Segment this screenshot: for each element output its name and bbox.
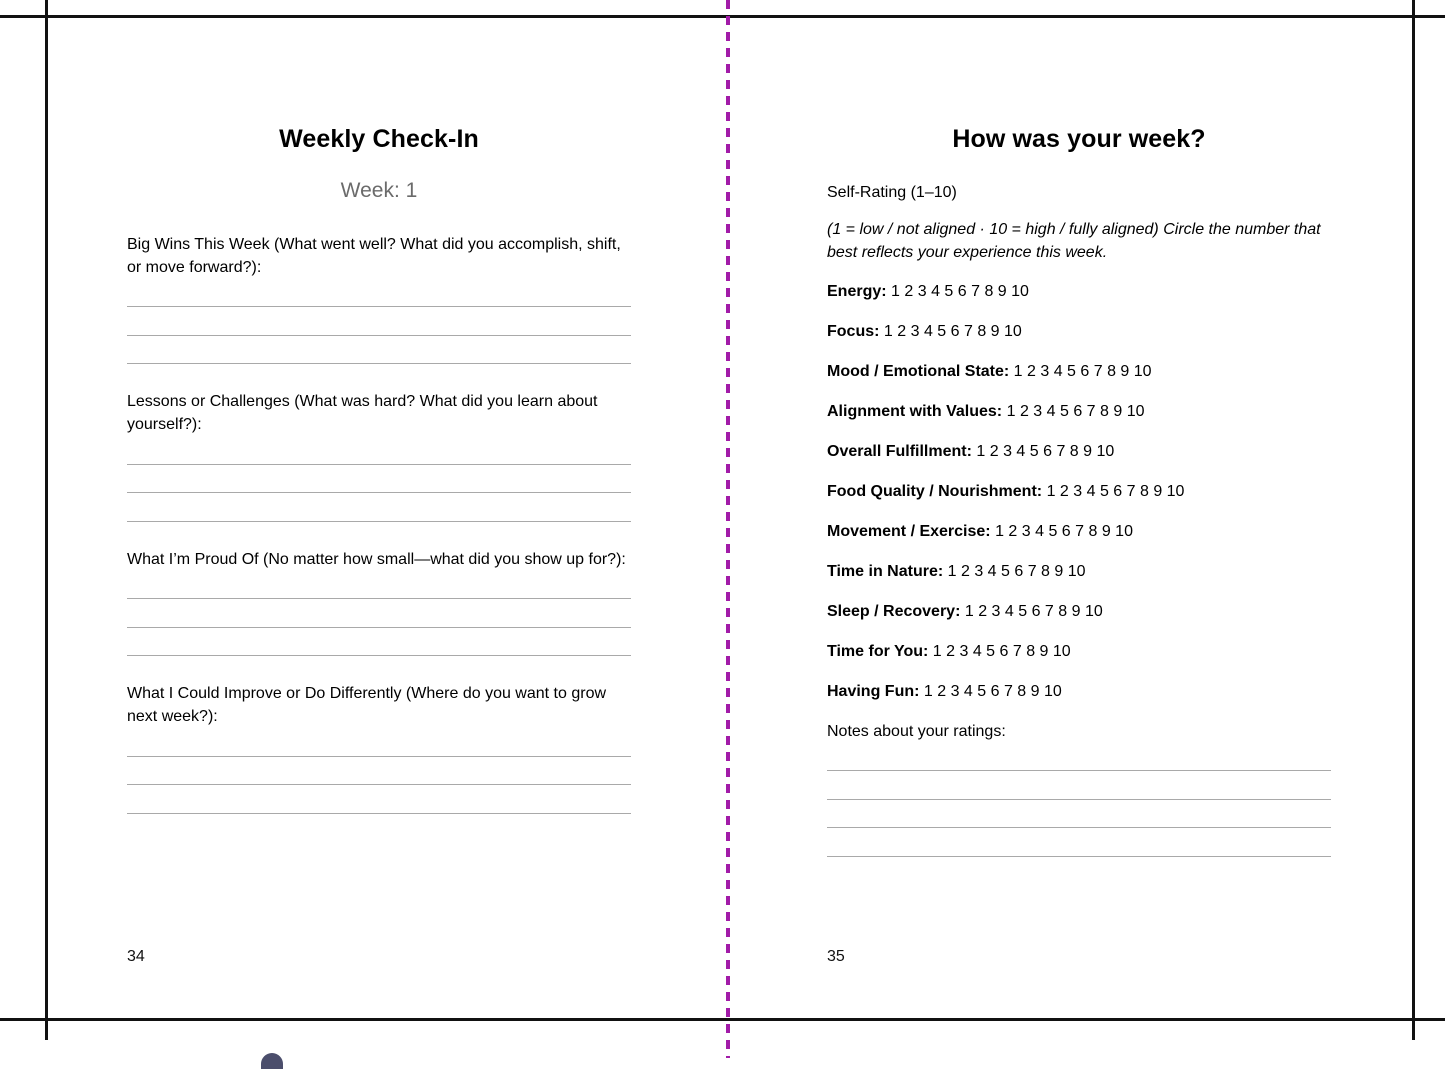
rating-row-focus[interactable] xyxy=(827,320,1331,343)
spacer xyxy=(827,204,1331,218)
rating-row-time-in-nature[interactable] xyxy=(827,560,1331,583)
writing-line[interactable] xyxy=(827,856,1331,857)
writing-line[interactable] xyxy=(127,306,631,307)
prompt-big-wins: Big Wins This Week (What went well? What did you accomplish, shift, or move forward?): xyxy=(127,235,621,276)
rating-label: Having Fun: xyxy=(827,682,920,700)
rating-scale[interactable]: 1 2 3 4 5 6 7 8 9 10 xyxy=(883,322,1022,340)
writing-line[interactable] xyxy=(127,464,631,465)
writing-line[interactable] xyxy=(827,770,1331,771)
rating-row-alignment-with-values[interactable] xyxy=(827,400,1331,423)
spacer xyxy=(827,303,1331,320)
bottom-edge-chrome-nub[interactable] xyxy=(261,1053,283,1069)
rating-row-time-for-you[interactable] xyxy=(827,640,1331,663)
rating-label: Time in Nature: xyxy=(827,562,944,580)
writing-lines-big-wins[interactable] xyxy=(127,306,631,364)
writing-line[interactable] xyxy=(827,827,1331,828)
page-title-right: How was your week? xyxy=(952,125,1206,153)
writing-line[interactable] xyxy=(127,598,631,599)
writing-lines-could-improve[interactable] xyxy=(127,756,631,814)
spacer xyxy=(827,503,1331,520)
rating-scale[interactable]: 1 2 3 4 5 6 7 8 9 10 xyxy=(932,642,1071,660)
prompt-lessons-challenges: Lessons or Challenges (What was hard? What did you learn about yourself?): xyxy=(127,393,598,434)
spacer xyxy=(827,383,1331,400)
writing-line[interactable] xyxy=(827,799,1331,800)
spread-border-bottom xyxy=(0,1018,1445,1021)
spacer xyxy=(827,154,1331,181)
rating-row-energy[interactable] xyxy=(827,280,1331,303)
rating-label: Overall Fulfillment: xyxy=(827,442,972,460)
rating-label: Mood / Emotional State: xyxy=(827,362,1010,380)
rating-list xyxy=(827,280,1331,703)
spacer xyxy=(127,364,631,390)
rating-label: Energy: xyxy=(827,282,887,300)
writing-line[interactable] xyxy=(127,756,631,757)
writing-line[interactable] xyxy=(127,784,631,785)
rating-row-having-fun[interactable] xyxy=(827,680,1331,703)
prompt-could-improve: What I Could Improve or Do Differently (Where do you want to grow next week?): xyxy=(127,685,607,726)
rating-scale[interactable]: 1 2 3 4 5 6 7 8 9 10 xyxy=(947,562,1086,580)
left-page xyxy=(48,18,688,1018)
spacer xyxy=(127,656,631,682)
spacer xyxy=(127,203,631,233)
rating-instructions: (1 = low / not aligned · 10 = high / fully aligned) Circle the number that best reflects your experience this week. xyxy=(827,220,1321,261)
notes-label: Notes about your ratings: xyxy=(827,722,1006,740)
writing-line[interactable] xyxy=(127,813,631,814)
rating-row-movement-exercise[interactable] xyxy=(827,520,1331,543)
rating-scale[interactable]: 1 2 3 4 5 6 7 8 9 10 xyxy=(964,602,1103,620)
rating-label: Sleep / Recovery: xyxy=(827,602,961,620)
rating-row-food-quality[interactable] xyxy=(827,480,1331,503)
writing-lines-proud-of[interactable] xyxy=(127,598,631,656)
self-rating-label: Self-Rating (1–10) xyxy=(827,183,957,201)
rating-row-overall-fulfillment[interactable] xyxy=(827,440,1331,463)
spacer xyxy=(827,583,1331,600)
spacer xyxy=(827,264,1331,280)
spacer xyxy=(827,623,1331,640)
rating-label: Alignment with Values: xyxy=(827,402,1003,420)
center-gutter-guide xyxy=(726,0,730,1058)
rating-scale[interactable]: 1 2 3 4 5 6 7 8 9 10 xyxy=(891,282,1029,300)
spread-border-right xyxy=(1412,0,1415,1040)
writing-line[interactable] xyxy=(127,335,631,336)
spacer xyxy=(827,703,1331,720)
rating-scale[interactable]: 1 2 3 4 5 6 7 8 9 10 xyxy=(1013,362,1152,380)
spacer xyxy=(827,543,1331,560)
rating-scale[interactable]: 1 2 3 4 5 6 7 8 9 10 xyxy=(1046,482,1185,500)
spacer xyxy=(827,343,1331,360)
rating-label: Time for You: xyxy=(827,642,929,660)
left-page-content xyxy=(127,18,631,814)
spacer xyxy=(827,423,1331,440)
right-page xyxy=(748,18,1388,1018)
rating-scale[interactable]: 1 2 3 4 5 6 7 8 9 10 xyxy=(976,442,1115,460)
rating-row-mood[interactable] xyxy=(827,360,1331,383)
spacer xyxy=(827,663,1331,680)
rating-row-sleep-recovery[interactable] xyxy=(827,600,1331,623)
rating-scale[interactable]: 1 2 3 4 5 6 7 8 9 10 xyxy=(1006,402,1145,420)
writing-lines-notes[interactable] xyxy=(827,770,1331,857)
rating-scale[interactable]: 1 2 3 4 5 6 7 8 9 10 xyxy=(923,682,1062,700)
rating-scale[interactable]: 1 2 3 4 5 6 7 8 9 10 xyxy=(995,522,1133,540)
prompt-proud-of: What I’m Proud Of (No matter how small—what did you show up for?): xyxy=(127,550,626,568)
rating-label: Movement / Exercise: xyxy=(827,522,991,540)
spacer xyxy=(827,463,1331,480)
right-page-content xyxy=(827,18,1331,857)
page-number-right: 35 xyxy=(827,948,845,965)
writing-lines-lessons-challenges[interactable] xyxy=(127,464,631,522)
writing-line[interactable] xyxy=(127,627,631,628)
rating-label: Focus: xyxy=(827,322,880,340)
rating-label: Food Quality / Nourishment: xyxy=(827,482,1043,500)
page-number-left: 34 xyxy=(127,948,145,965)
spacer xyxy=(127,522,631,548)
week-subtitle: Week: 1 xyxy=(340,178,418,202)
page-title: Weekly Check-In xyxy=(279,125,479,153)
writing-line[interactable] xyxy=(127,492,631,493)
